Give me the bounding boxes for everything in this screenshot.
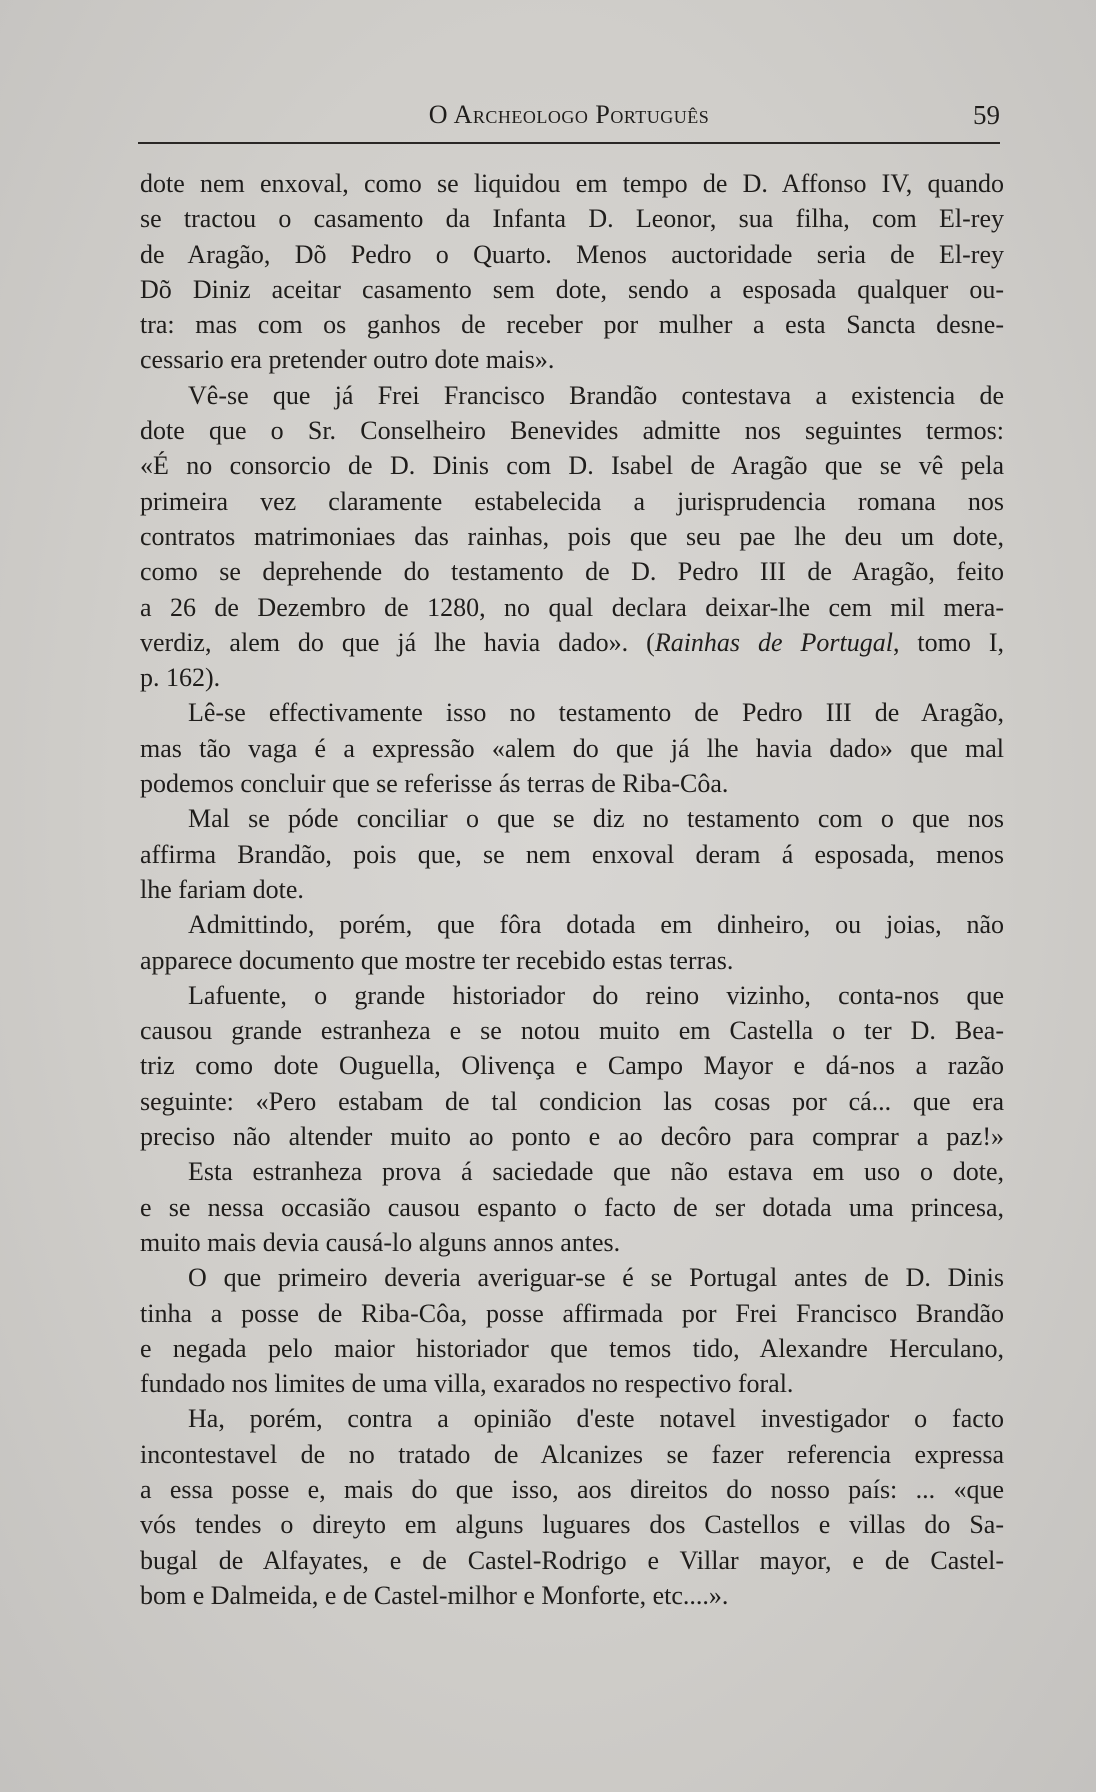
- text-line-content: de Aragão, Dõ Pedro o Quarto. Menos auctoridade seria de El-rey: [140, 239, 1004, 269]
- text-line: [140, 554, 1004, 589]
- text-line-content: a essa posse e, mais do que isso, aos direitos do nosso país: ... «que: [140, 1474, 1004, 1504]
- text-line-content: bugal de Alfayates, e de Castel-Rodrigo e Villar mayor, e de Castel-: [140, 1545, 1004, 1575]
- text-line-content: p. 162).: [140, 663, 221, 693]
- text-line: [140, 1366, 1004, 1401]
- text-line-content: apparece documento que mostre ter recebido estas terras.: [140, 945, 734, 975]
- text-line-content: Vê-se que já Frei Francisco Brandão contestava a existencia de: [188, 380, 1004, 410]
- text-line-content: tra: mas com os ganhos de receber por mulher a esta Sancta desne-: [140, 310, 1004, 340]
- text-line: [140, 1048, 1004, 1083]
- text-line: [140, 1331, 1004, 1366]
- running-header: [138, 98, 1000, 132]
- text-line: [140, 1543, 1004, 1578]
- text-line-content: dote que o Sr. Conselheiro Benevides admitte nos seguintes termos:: [140, 416, 1004, 446]
- text-line: [140, 695, 1004, 730]
- text-line: [140, 1507, 1004, 1542]
- text-line: [140, 1119, 1004, 1154]
- text-line: [140, 1190, 1004, 1225]
- text-line: [140, 484, 1004, 519]
- text-line-content: Admittindo, porém, que fôra dotada em dinheiro, ou joias, não: [188, 910, 1004, 940]
- text-line: [140, 837, 1004, 872]
- text-line: [140, 978, 1004, 1013]
- text-line: [140, 766, 1004, 801]
- text-line: [140, 237, 1004, 272]
- text-line-content: dote nem enxoval, como se liquidou em tempo de D. Affonso IV, quando: [140, 169, 1004, 198]
- text-line-content: cessario era pretender outro dote mais».: [140, 345, 555, 375]
- text-line: [140, 1225, 1004, 1260]
- text-line: [140, 731, 1004, 766]
- text-line: [140, 519, 1004, 554]
- text-line-content: podemos concluir que se referisse ás terras de Riba-Côa.: [140, 769, 729, 799]
- header-rule: [138, 142, 1000, 144]
- text-line-content: verdiz, alem do que já lhe havia dado». (Rainhas de Portugal, tomo I,: [140, 627, 1005, 657]
- text-line-content: «É no consorcio de D. Dinis com D. Isabel de Aragão que se vê pela: [140, 451, 1004, 481]
- text-line: [140, 448, 1004, 483]
- text-line: [140, 1296, 1004, 1331]
- text-line: [140, 1084, 1004, 1119]
- running-title: O Archeologo Português: [428, 100, 710, 129]
- text-line-content: se tractou o casamento da Infanta D. Leonor, sua filha, com El-rey: [140, 204, 1004, 234]
- text-line: [140, 1013, 1004, 1048]
- text-line-content: tinha a posse de Riba-Côa, posse affirmada por Frei Francisco Brandão: [140, 1298, 1004, 1328]
- text-line: [140, 801, 1004, 836]
- text-line-content: O que primeiro deveria averiguar-se é se Portugal antes de D. Dinis: [188, 1263, 1004, 1293]
- text-line: [140, 272, 1004, 307]
- text-line-content: lhe fariam dote.: [140, 874, 304, 904]
- text-line: [140, 660, 1004, 695]
- text-line: [140, 943, 1004, 978]
- text-line-content: bom e Dalmeida, e de Castel-milhor e Monforte, etc....».: [140, 1580, 729, 1610]
- text-line: [140, 307, 1004, 342]
- text-line-content: contratos matrimoniaes das rainhas, pois que seu pae lhe deu um dote,: [140, 521, 1004, 551]
- text-line-content: seguinte: «Pero estabam de tal condicion las cosas por cá... que era: [140, 1086, 1004, 1116]
- text-line-content: a 26 de Dezembro de 1280, no qual declara deixar-lhe cem mil mera-: [140, 592, 1004, 622]
- text-line-content: mas tão vaga é a expressão «alem do que já lhe havia dado» que mal: [140, 733, 1004, 763]
- text-line: [140, 166, 1004, 201]
- text-line: [140, 1437, 1004, 1472]
- text-line: [140, 1260, 1004, 1295]
- text-line-content: triz como dote Ouguella, Olivença e Campo Mayor e dá-nos a razão: [140, 1051, 1004, 1081]
- text-line-content: Lafuente, o grande historiador do reino vizinho, conta-nos que: [188, 980, 1004, 1010]
- body-text: [140, 166, 1004, 1613]
- text-line-content: e negada pelo maior historiador que temos tido, Alexandre Herculano,: [140, 1333, 1004, 1363]
- text-line-content: affirma Brandão, pois que, se nem enxoval deram á esposada, menos: [140, 839, 1004, 869]
- text-line-content: Esta estranheza prova á saciedade que não estava em uso o dote,: [188, 1157, 1004, 1187]
- text-line: [140, 872, 1004, 907]
- text-line-content: Mal se póde conciliar o que se diz no testamento com o que nos: [188, 804, 1004, 834]
- text-line: [140, 625, 1004, 660]
- text-line-content: vós tendes o direyto em alguns luguares dos Castellos e villas do Sa-: [140, 1510, 1004, 1540]
- text-line-content: como se deprehende do testamento de D. Pedro III de Aragão, feito: [140, 557, 1004, 587]
- text-line: [140, 1401, 1004, 1436]
- text-line-content: preciso não altender muito ao ponto e ao decôro para comprar a paz!»: [140, 1122, 1004, 1152]
- text-line: [140, 590, 1004, 625]
- text-line-content: Dõ Diniz aceitar casamento sem dote, sendo a esposada qualquer ou-: [140, 274, 1004, 304]
- text-line-content: e se nessa occasião causou espanto o facto de ser dotada uma princesa,: [140, 1192, 1004, 1222]
- text-line-content: primeira vez claramente estabelecida a jurisprudencia romana nos: [140, 486, 1004, 516]
- text-line: [140, 413, 1004, 448]
- text-line: [140, 907, 1004, 942]
- text-line: [140, 201, 1004, 236]
- page-number: 59: [973, 100, 1000, 130]
- text-line-content: incontestavel de no tratado de Alcanizes se fazer referencia expressa: [140, 1439, 1004, 1469]
- text-line: [140, 1472, 1004, 1507]
- text-line-content: fundado nos limites de uma villa, exarados no respectivo foral.: [140, 1369, 794, 1399]
- text-line-content: Ha, porém, contra a opinião d'este notavel investigador o facto: [188, 1404, 1004, 1434]
- text-line: [140, 1578, 1004, 1613]
- text-line-content: muito mais devia causá-lo alguns annos antes.: [140, 1227, 621, 1257]
- text-line: [140, 1154, 1004, 1189]
- text-line-content: Lê-se effectivamente isso no testamento de Pedro III de Aragão,: [188, 698, 1004, 728]
- text-line: [140, 378, 1004, 413]
- text-line: [140, 342, 1004, 377]
- citation-title: Rainhas de Portugal: [654, 627, 893, 657]
- text-line-content: causou grande estranheza e se notou muito em Castella o ter D. Bea-: [140, 1016, 1004, 1046]
